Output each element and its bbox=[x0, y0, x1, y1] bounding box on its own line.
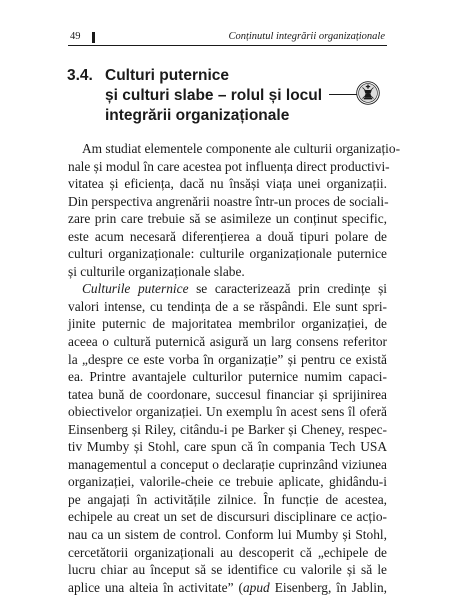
text-run: managementul a conceput o declarație cuprinzând viziunea bbox=[68, 456, 387, 472]
text-run: aplice una alteia în activitate” ( bbox=[68, 579, 243, 595]
section-heading-line bbox=[67, 86, 337, 106]
chess-king-emblem-icon bbox=[356, 81, 380, 105]
paragraph-2-line bbox=[68, 403, 387, 421]
text-run: obiectivelor organizației. Un exemplu în acest sens îl oferă bbox=[68, 404, 387, 420]
italic-term: Culturile puternice bbox=[82, 281, 189, 297]
section-heading-line bbox=[67, 106, 337, 126]
paragraph-2-line bbox=[68, 386, 387, 404]
paragraph-2-line bbox=[68, 526, 387, 544]
header-bar-ornament bbox=[92, 32, 95, 43]
running-head: Conținutul integrării organizaționale bbox=[228, 31, 385, 42]
section-heading-line bbox=[67, 66, 337, 86]
paragraph-2-line bbox=[68, 579, 387, 596]
paragraph-1-line bbox=[68, 228, 387, 246]
text-run: aceea o cultură puternică asigură un larg consens referitor bbox=[68, 334, 387, 350]
paragraph-2-line bbox=[68, 473, 387, 491]
text-run: Einsenberg și Riley, citându-i pe Barker și Cheney, respec- bbox=[68, 421, 387, 437]
section-title-line-1: Culturi puternice bbox=[105, 67, 230, 84]
text-run: este acum necesară diferențierea a două tipuri polare de bbox=[68, 228, 387, 244]
paragraph-2-line bbox=[68, 333, 387, 351]
text-run: nale și modul în care acestea pot influența direct productivi- bbox=[68, 158, 390, 174]
paragraph-2-line bbox=[68, 368, 387, 386]
page-header bbox=[68, 30, 387, 46]
text-run: și culturile organizaționale slabe. bbox=[68, 263, 245, 279]
text-run: zare prin care trebuie să se asimileze un conținut specific, bbox=[68, 211, 387, 227]
paragraph-2-line bbox=[68, 561, 387, 579]
body-text bbox=[68, 140, 401, 596]
paragraph-2-line bbox=[68, 421, 387, 439]
text-run: jinite puternic de majoritatea membrilor organizației, de bbox=[68, 316, 387, 332]
section-title-line-3: integrării organizaționale bbox=[105, 107, 290, 124]
text-run: organizației, valorile-cheie ce trebuie aplicate, ghidându-i bbox=[68, 474, 387, 490]
paragraph-2-line bbox=[68, 508, 387, 526]
text-run: lucru chiar au început să se identifice cu valorile și să le bbox=[68, 562, 387, 578]
paragraph-1-line bbox=[68, 158, 390, 176]
paragraph-2-line bbox=[68, 315, 387, 333]
paragraph-2-line bbox=[68, 491, 387, 509]
text-run: cercetătorii organizaționali au descoperit că „echipele de bbox=[68, 544, 387, 560]
header-rule bbox=[68, 45, 387, 46]
paragraph-2-line bbox=[68, 298, 387, 316]
text-run: se caracterizează prin credințe și bbox=[188, 281, 387, 297]
paragraph-2-line bbox=[68, 456, 387, 474]
text-run: Din perspectiva angrenării noastre într-un proces de sociali- bbox=[68, 193, 389, 209]
text-run: echipele au creat un set de discursuri disciplinare ce acțio- bbox=[68, 509, 387, 525]
section-number: 3.4. bbox=[67, 67, 93, 84]
paragraph-2-line bbox=[68, 280, 387, 298]
text-run: Am studiat elementele componente ale culturii organizațio- bbox=[82, 141, 401, 156]
text-run: tatea bună de coordonare, succesul financiar și sprijinirea bbox=[68, 386, 387, 402]
page-number: 49 bbox=[70, 31, 81, 42]
paragraph-1-line bbox=[68, 193, 387, 211]
text-run: nau ca un sistem de control. Conform lui Mumby și Stohl, bbox=[68, 527, 387, 543]
text-run: culturi organizaționale: culturile organizaționale puternice bbox=[68, 246, 387, 262]
paragraph-2-line bbox=[68, 438, 387, 456]
text-run: Eisenberg, în Jablin, bbox=[269, 579, 387, 595]
paragraph-2-line bbox=[68, 544, 387, 562]
paragraph-1-line bbox=[68, 210, 387, 228]
text-run: tiv Mumby și Stohl, care spun că în compania Tech USA bbox=[68, 439, 387, 455]
paragraph-1-line bbox=[68, 140, 401, 158]
italic-term: apud bbox=[242, 579, 270, 595]
paragraph-1-line bbox=[68, 245, 387, 263]
paragraph-1-line bbox=[68, 175, 387, 193]
paragraph-1-line bbox=[68, 263, 387, 281]
text-run: valori intense, cu tendința de a se răspândi. Ele sunt spri- bbox=[68, 298, 387, 314]
paragraph-2-line bbox=[68, 351, 387, 369]
section-title-line-2: și culturi slabe – rolul și locul bbox=[105, 87, 323, 104]
text-run: pe angajați în activitățile zilnice. În funcție de acestea, bbox=[68, 491, 387, 507]
text-run: vitatea și eficiența, dacă nu însăși viața unei organizații. bbox=[68, 176, 387, 192]
section-title-rule bbox=[329, 94, 357, 95]
text-run: ea. Printre avantajele culturilor puternice numim capaci- bbox=[68, 369, 387, 385]
text-run: la „despre ce este vorba în organizație” și pentru ce există bbox=[68, 351, 387, 367]
section-heading bbox=[67, 66, 337, 126]
